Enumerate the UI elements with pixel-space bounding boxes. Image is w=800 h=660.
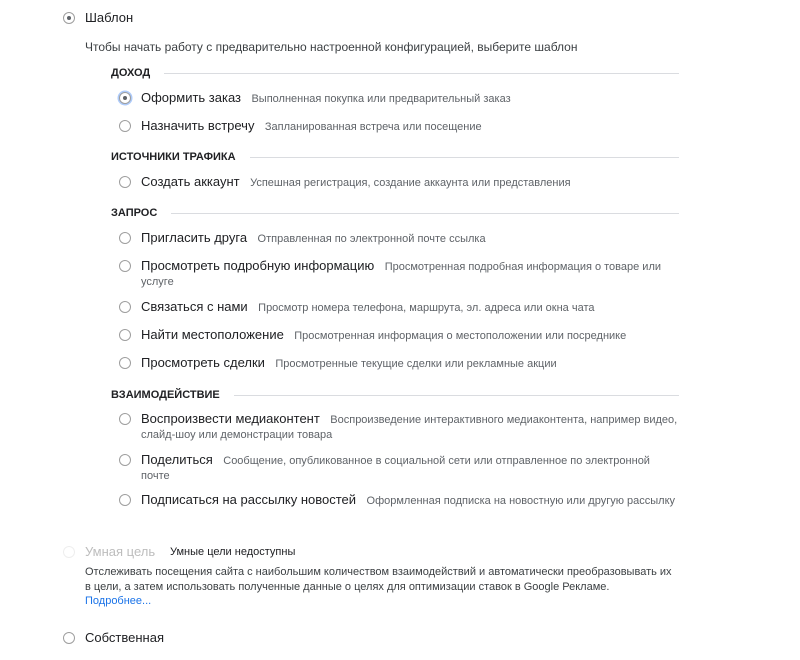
option-description: Просмотренные текущие сделки или рекламные акции — [275, 358, 557, 370]
section-header — [111, 207, 679, 219]
smart-goal-description — [85, 565, 680, 609]
custom-label: Собственная — [85, 630, 164, 645]
goal-template-option[interactable] — [141, 328, 681, 343]
option-label: Подписаться на рассылку новостей — [141, 492, 357, 507]
learn-more-link[interactable]: Подробнее... — [85, 595, 152, 607]
option-label: Создать аккаунт — [141, 174, 240, 189]
section-header — [111, 151, 679, 163]
goal-template-radio[interactable] — [119, 92, 131, 104]
option-label: Оформить заказ — [141, 90, 242, 105]
goal-template-option[interactable] — [141, 412, 681, 442]
section-divider — [234, 395, 679, 396]
custom-radio[interactable] — [63, 632, 75, 644]
section-title: ВЗАИМОДЕЙСТВИЕ — [111, 389, 220, 401]
template-radio[interactable] — [63, 12, 75, 24]
option-label: Пригласить друга — [141, 230, 248, 245]
goal-template-option[interactable] — [141, 493, 681, 508]
template-label: Шаблон — [85, 10, 134, 25]
section-title: ИСТОЧНИКИ ТРАФИКА — [111, 151, 236, 163]
option-label: Найти местоположение — [141, 327, 284, 342]
goal-template-option[interactable] — [141, 259, 681, 289]
goal-template-option[interactable] — [141, 175, 681, 190]
smart-goal-radio — [63, 546, 75, 558]
goal-template-option[interactable] — [141, 231, 681, 246]
section-divider — [164, 73, 679, 74]
smart-goal-text: Отслеживать посещения сайта с наибольшим количеством взаимодействий и автоматически преобразовывать их в цели, а затем использовать полученные данные о целях для оптимизации ставок в Google Рекламе. — [85, 566, 672, 593]
option-description: Запланированная встреча или посещение — [264, 121, 482, 133]
goal-template-radio[interactable] — [119, 357, 131, 369]
option-description: Просмотренная подробная информация о товаре или услуге — [141, 261, 662, 288]
goal-template-radio[interactable] — [119, 413, 131, 425]
option-description: Просмотр номера телефона, маршрута, эл. адреса или окна чата — [258, 302, 595, 314]
goal-template-radio[interactable] — [119, 454, 131, 466]
section-divider — [250, 157, 679, 158]
goal-template-radio[interactable] — [119, 176, 131, 188]
goal-template-option[interactable] — [141, 300, 681, 315]
goal-template-option[interactable] — [141, 119, 681, 134]
section-title: ДОХОД — [111, 67, 151, 79]
goal-template-radio[interactable] — [119, 260, 131, 272]
goal-template-radio[interactable] — [119, 120, 131, 132]
smart-goal-label: Умная цель — [85, 544, 156, 559]
option-description: Отправленная по электронной почте ссылка — [257, 233, 486, 245]
option-label: Воспроизвести медиаконтент — [141, 411, 320, 426]
option-description: Оформленная подписка на новостную или другую рассылку — [366, 495, 676, 507]
section-title: ЗАПРОС — [111, 207, 158, 219]
option-description: Успешная регистрация, создание аккаунта или представления — [250, 177, 571, 189]
template-description: Чтобы начать работу с предварительно настроенной конфигурацией, выберите шаблон — [85, 40, 578, 54]
option-description: Выполненная покупка или предварительный заказ — [251, 93, 511, 105]
goal-template-radio[interactable] — [119, 494, 131, 506]
option-description: Воспроизведение интерактивного медиаконтента, например видео, слайд-шоу или демонстрации товара — [141, 414, 678, 441]
goal-template-option[interactable] — [141, 453, 681, 483]
goal-template-radio[interactable] — [119, 329, 131, 341]
option-label: Просмотреть сделки — [141, 355, 265, 370]
option-description: Сообщение, опубликованное в социальной сети или отправленное по электронной почте — [141, 455, 650, 482]
option-label: Назначить встречу — [141, 118, 255, 133]
section-header — [111, 389, 679, 401]
goal-template-option[interactable] — [141, 91, 681, 106]
section-divider — [171, 213, 679, 214]
goal-template-radio[interactable] — [119, 301, 131, 313]
goal-template-option[interactable] — [141, 356, 681, 371]
option-label: Связаться с нами — [141, 299, 248, 314]
section-header — [111, 67, 679, 79]
smart-goal-status: Умные цели недоступны — [170, 546, 296, 558]
option-label: Поделиться — [141, 452, 213, 467]
goal-template-radio[interactable] — [119, 232, 131, 244]
option-label: Просмотреть подробную информацию — [141, 258, 375, 273]
option-description: Просмотренная информация о местоположении или посреднике — [294, 330, 627, 342]
